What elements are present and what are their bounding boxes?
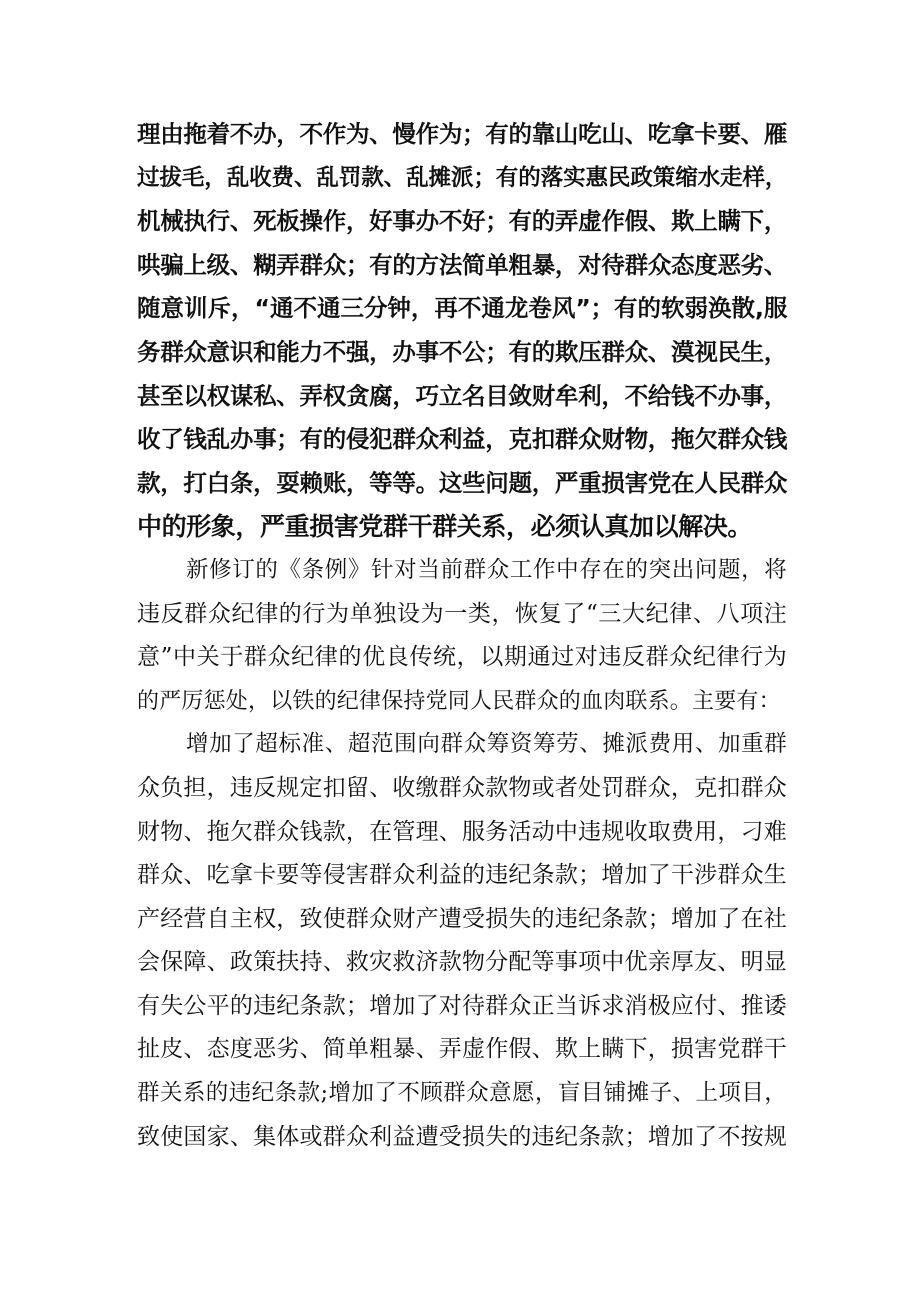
paragraph-3-line: 群众、吃拿卡要等侵害群众利益的违纪条款；增加了干涉群众生: [137, 862, 787, 889]
paragraph-3-line: 致使国家、集体或群众利益遭受损失的违纪条款；增加了不按规: [137, 1123, 787, 1150]
paragraph-1-line: 随意训斥，“通不通三分钟，再不通龙卷风”；有的软弱涣散,服: [137, 294, 787, 323]
paragraph-1-line: 甚至以权谋私、弄权贪腐，巧立名目敛财牟利，不给钱不办事，: [137, 381, 787, 410]
paragraph-2-line: 意”中关于群众纪律的优良传统，以期通过对违反群众纪律行为: [137, 644, 787, 671]
paragraph-1-line: 哄骗上级、糊弄群众；有的方法简单粗暴，对待群众态度恶劣、: [137, 250, 787, 279]
paragraph-3-line: 财物、拖欠群众钱款，在管理、服务活动中违规收取费用，刁难: [137, 818, 787, 845]
paragraph-1-line: 款，打白条，耍赖账，等等。这些问题，严重损害党在人民群众: [137, 468, 787, 497]
paragraph-3-line: 扯皮、态度恶劣、简单粗暴、弄虚作假、欺上瞒下，损害党群干: [137, 1036, 787, 1063]
paragraph-2-line: 新修订的《条例》针对当前群众工作中存在的突出问题，将: [186, 556, 787, 583]
paragraph-1-line: 机械执行、死板操作，好事办不好；有的弄虚作假、欺上瞒下，: [137, 207, 787, 236]
paragraph-2-line: 的严厉惩处，以铁的纪律保持党同人民群众的血肉联系。主要有：: [137, 688, 781, 714]
paragraph-3-line: 增加了超标准、超范围向群众筹资筹劳、摊派费用、加重群: [186, 731, 787, 758]
paragraph-1-line: 收了钱乱办事；有的侵犯群众利益，克扣群众财物，拖欠群众钱: [137, 425, 787, 454]
paragraph-1-line: 理由拖着不办，不作为、慢作为；有的靠山吃山、吃拿卡要、雁: [137, 120, 787, 148]
paragraph-3-line: 会保障、政策扶持、救灾救济款物分配等事项中优亲厚友、明显: [137, 949, 787, 976]
paragraph-2-line: 违反群众纪律的行为单独设为一类，恢复了“三大纪律、八项注: [137, 600, 787, 627]
paragraph-3-line: 有失公平的违纪条款；增加了对待群众正当诉求消极应付、推诿: [137, 992, 787, 1019]
document-body: [137, 113, 787, 1159]
paragraph-3-line: 产经营自主权，致使群众财产遭受损失的违纪条款；增加了在社: [137, 905, 787, 932]
paragraph-3-line: 群关系的违纪条款;增加了不顾群众意愿，盲目铺摊子、上项目，: [137, 1080, 787, 1107]
paragraph-1-line: 中的形象，严重损害党群干群关系，必须认真加以解决。: [137, 512, 753, 542]
paragraph-3-line: 众负担，违反规定扣留、收缴群众款物或者处罚群众，克扣群众: [137, 774, 787, 801]
paragraph-1-line: 过拔毛，乱收费、乱罚款、乱摊派；有的落实惠民政策缩水走样，: [137, 164, 787, 191]
paragraph-1-line: 务群众意识和能力不强，办事不公；有的欺压群众、漠视民生，: [137, 337, 787, 366]
